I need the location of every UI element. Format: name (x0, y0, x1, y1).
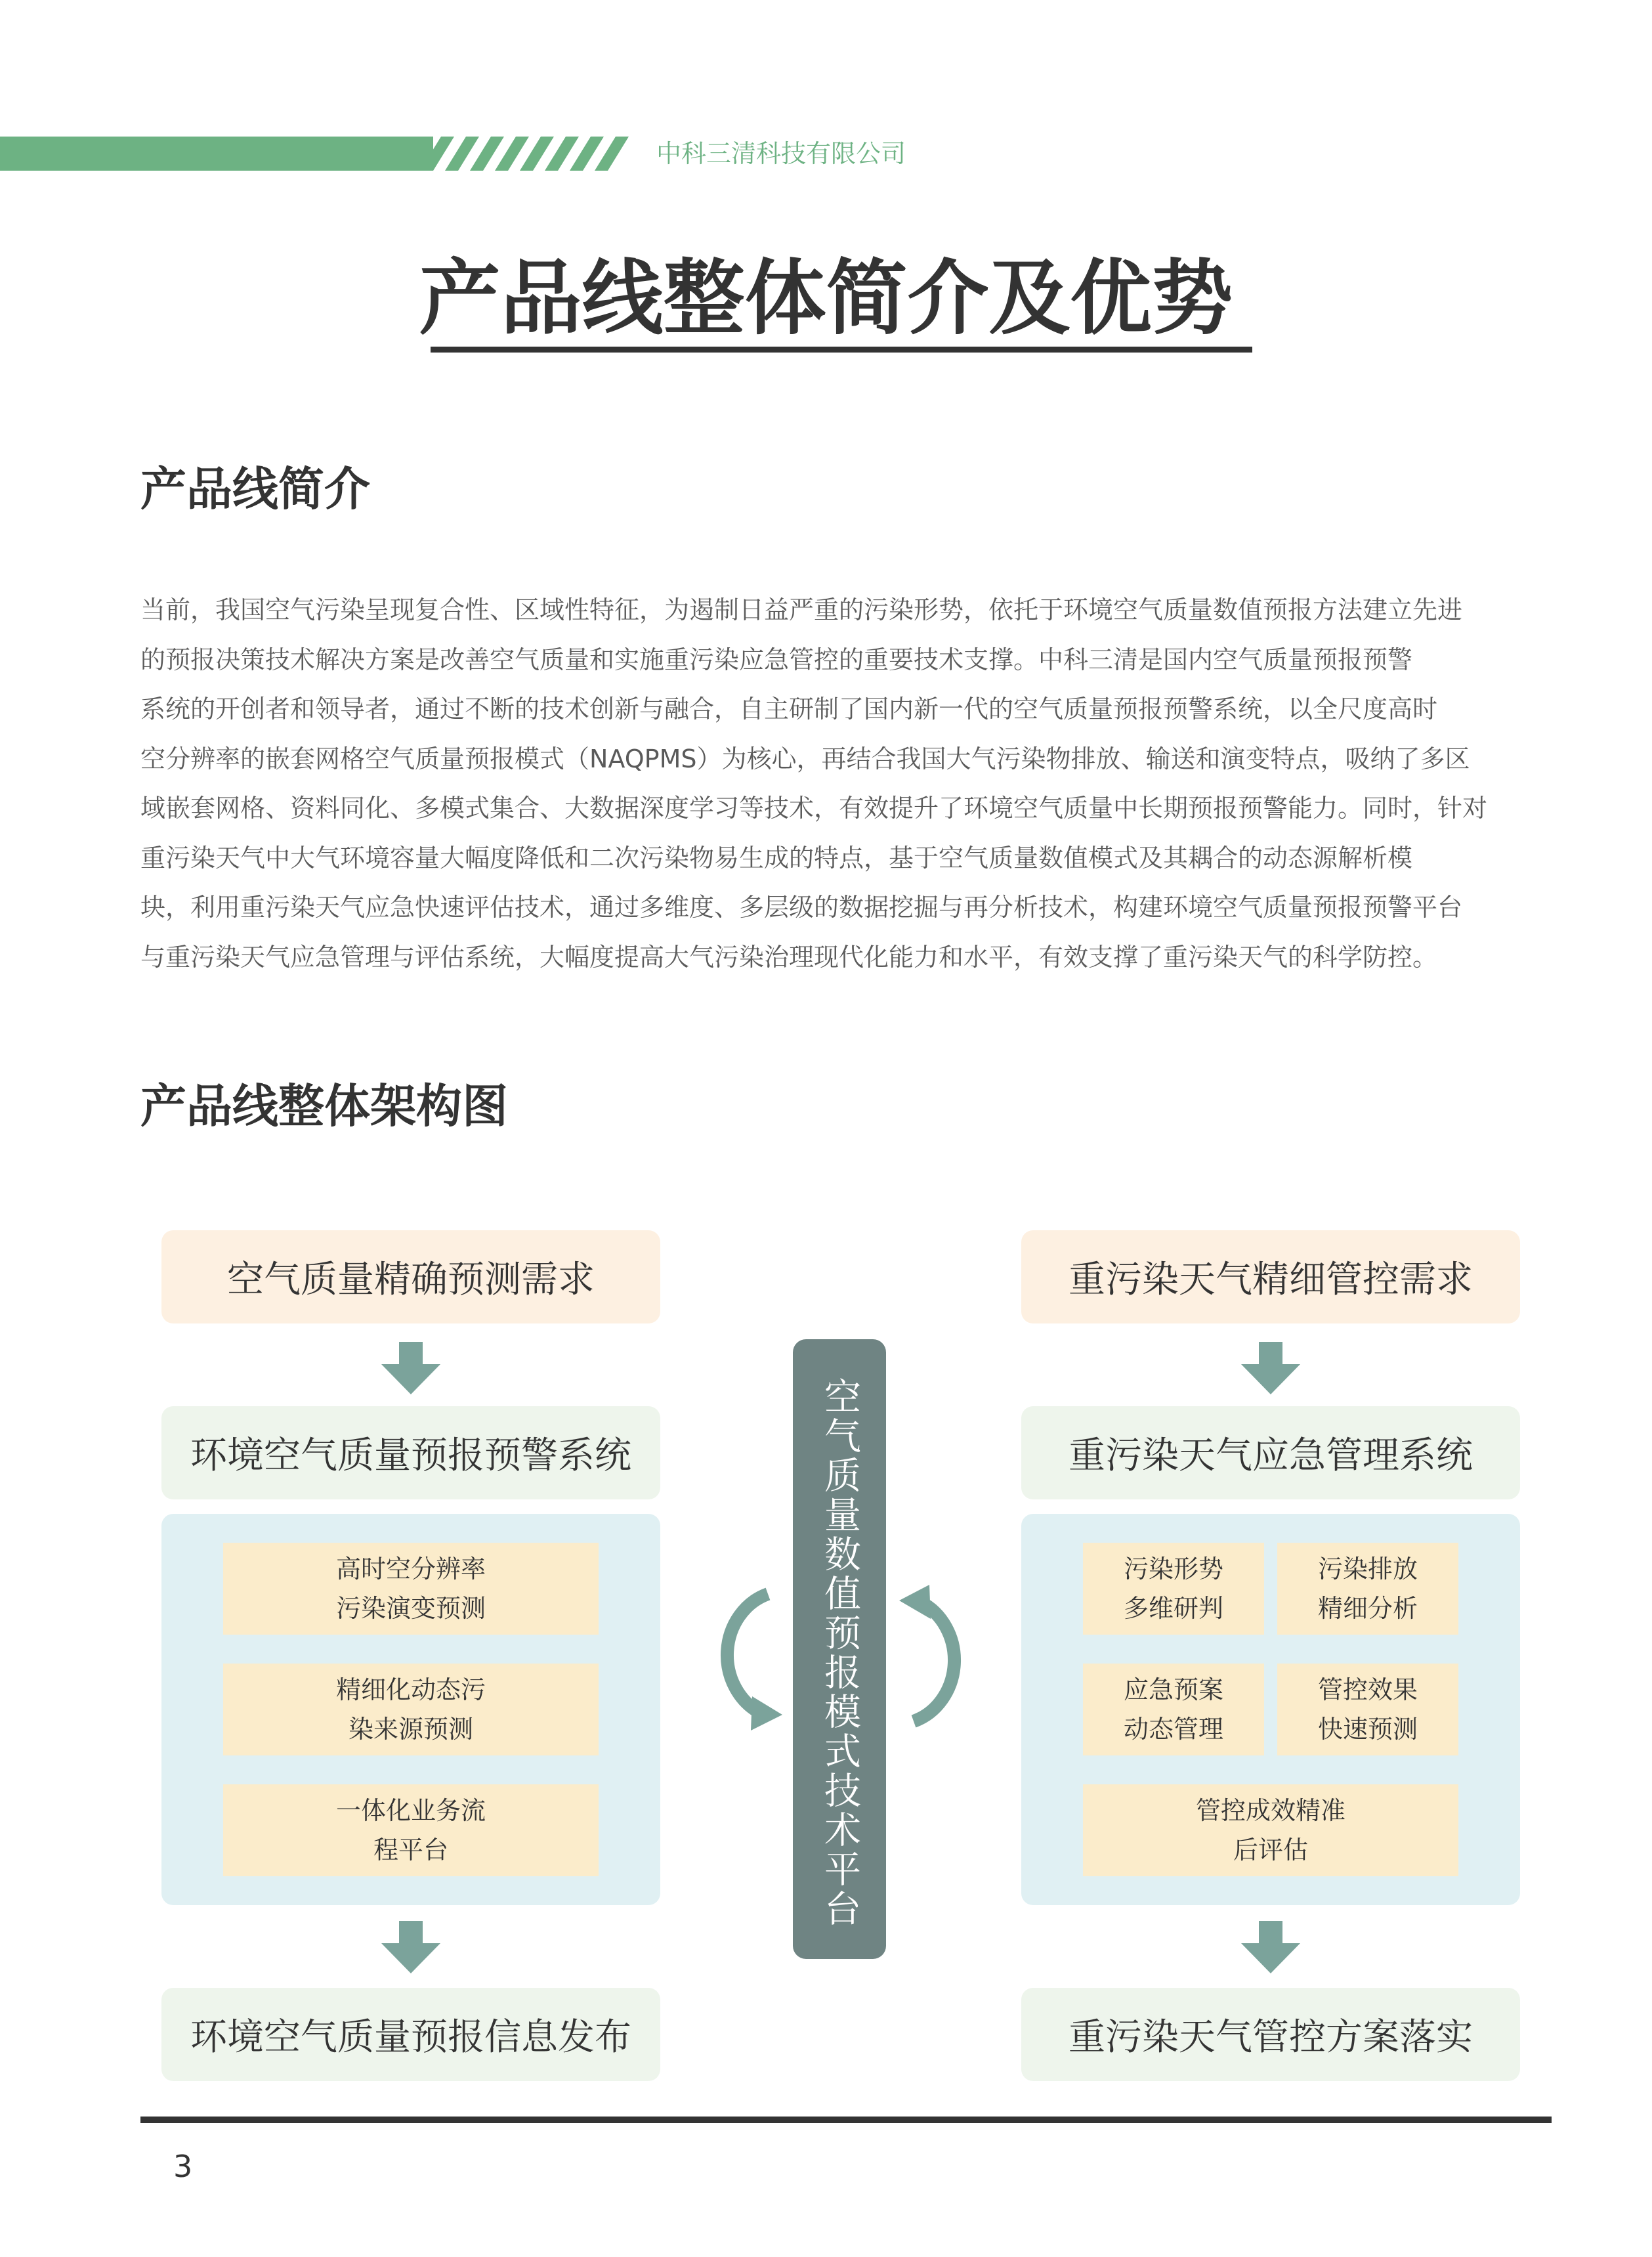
intro-line: 重污染天气中大气环境容量大幅度降低和二次污染物易生成的特点，基于空气质量数值模式及其耦合的动态源解析模 (140, 843, 1413, 872)
right-demand-label: 重污染天气精细管控需求 (1069, 1258, 1473, 1301)
arrow-down-icon (1241, 1342, 1300, 1394)
intro-line: 与重污染天气应急管理与评估系统，大幅度提高大气污染治理现代化能力和水平，有效支撑了重污染天气的科学防控。 (140, 942, 1438, 972)
right-module-cell (1083, 1664, 1264, 1755)
page-number: 3 (173, 2149, 193, 2184)
arrow-down-icon (381, 1921, 440, 1973)
intro-line: 域嵌套网格、资料同化、多模式集合、大数据深度学习等技术，有效提升了环境空气质量中长期预报预警能力。同时，针对 (140, 794, 1488, 823)
left-module-cell (223, 1543, 599, 1635)
right-system-box (1021, 1406, 1520, 1499)
left-module-cell (223, 1664, 599, 1755)
left-demand-box (161, 1230, 660, 1323)
intro-paragraph (140, 586, 1558, 982)
cycle-arrow-left-icon (696, 1582, 788, 1733)
footer-rule (140, 2117, 1552, 2123)
right-output-box (1021, 1988, 1520, 2081)
right-module-label: 污染形势 多维研判 (1123, 1555, 1223, 1623)
header-green-band (0, 137, 433, 171)
page-title: 产品线整体简介及优势 (419, 251, 1233, 346)
right-system-label: 重污染天气应急管理系统 (1069, 1434, 1473, 1477)
intro-heading: 产品线简介 (140, 462, 370, 516)
right-module-label: 管控效果 快速预测 (1317, 1675, 1418, 1744)
right-module-label: 管控成效精准 后评估 (1195, 1796, 1345, 1864)
left-demand-label: 空气质量精确预测需求 (227, 1258, 595, 1301)
cycle-arrow-right-icon (894, 1582, 986, 1733)
intro-line: 的预报决策技术解决方案是改善空气质量和实施重污染应急管控的重要技术支撑。中科三清是国内空气质量预报预警 (140, 645, 1413, 674)
right-module-cell (1083, 1543, 1264, 1635)
intro-line: 空分辨率的嵌套网格空气质量预报模式（NAQPMS）为核心，再结合我国大气污染物排放、输送和演变特点，吸纳了多区 (140, 744, 1470, 773)
left-system-box (161, 1406, 660, 1499)
right-module-label: 应急预案 动态管理 (1123, 1675, 1223, 1744)
right-module-cell (1083, 1784, 1458, 1876)
left-module-cell (223, 1784, 599, 1876)
intro-line: 系统的开创者和领导者，通过不断的技术创新与融合，自主研制了国内新一代的空气质量预报预警系统，以全尺度高时 (140, 695, 1438, 723)
right-module-label: 污染排放 精细分析 (1317, 1555, 1418, 1623)
header-stripes-decoration (420, 137, 630, 171)
right-module-cell (1277, 1664, 1458, 1755)
left-module-label: 高时空分辨率 污染演变预测 (335, 1555, 486, 1623)
center-platform-label: 空气质量数值预报模式技术平台 (818, 1377, 861, 1929)
title-underline (431, 347, 1252, 353)
arrow-down-icon (381, 1342, 440, 1394)
right-output-label: 重污染天气管控方案落实 (1069, 2016, 1473, 2059)
left-output-box (161, 1988, 660, 2081)
intro-line: 当前，我国空气污染呈现复合性、区域性特征，为遏制日益严重的污染形势，依托于环境空气质量数值预报方法建立先进 (140, 595, 1463, 624)
arrow-down-icon (1241, 1921, 1300, 1973)
left-system-label: 环境空气质量预报预警系统 (190, 1434, 631, 1477)
intro-line: 块，利用重污染天气应急快速评估技术，通过多维度、多层级的数据挖掘与再分析技术，构建环境空气质量预报预警平台 (140, 893, 1463, 922)
right-demand-box (1021, 1230, 1520, 1323)
left-output-label: 环境空气质量预报信息发布 (190, 2016, 631, 2059)
left-module-label: 一体化业务流 程平台 (335, 1796, 486, 1864)
left-module-label: 精细化动态污 染来源预测 (335, 1675, 486, 1744)
right-module-cell (1277, 1543, 1458, 1635)
company-name: 中科三清科技有限公司 (656, 139, 906, 168)
architecture-heading: 产品线整体架构图 (140, 1079, 508, 1133)
